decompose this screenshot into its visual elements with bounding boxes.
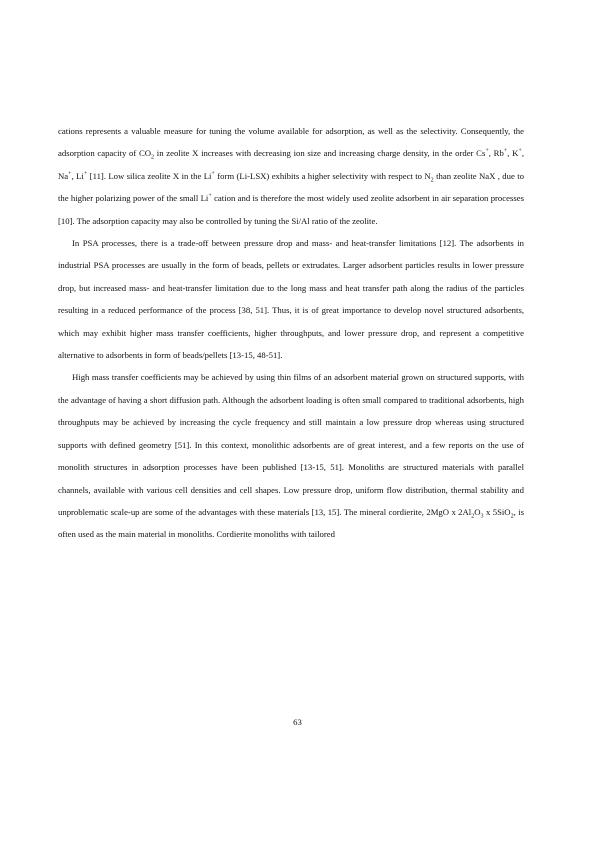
text-run: , Li xyxy=(71,170,84,181)
text-run: , Rb xyxy=(488,148,504,159)
text-run: than zeolite NaX , due to the higher polarizing power of the small Li xyxy=(58,170,524,204)
text-run: O xyxy=(474,506,481,517)
text-run: cation and is therefore the most widely used zeolite adsorbent in air separation processes [10]. The adsorption capacity may also be controlled by tuning the Si/Al ratio of the zeolite. xyxy=(58,193,524,226)
superscript: + xyxy=(68,170,72,177)
paragraph-1 xyxy=(58,120,524,232)
text-run: in zeolite X increases with decreasing ion size and increasing charge density, in the order Cs xyxy=(154,148,486,159)
text-run: cations represents a valuable measure for tuning the volume available for adsorption, as well as the selectivity. Consequently, the adsorption capacity of CO xyxy=(58,126,524,159)
superscript: + xyxy=(211,170,215,177)
superscript: + xyxy=(485,148,489,155)
superscript: + xyxy=(208,193,212,200)
page-number: 63 xyxy=(293,717,302,727)
subscript: 2 xyxy=(471,513,475,520)
text-run: , is often used as the main material in monoliths. Cordierite monoliths with tailored xyxy=(58,506,524,540)
text-run: [11]. Low silica zeolite X in the Li xyxy=(87,170,212,181)
subscript: 2 xyxy=(430,177,434,184)
subscript: 3 xyxy=(480,513,484,520)
paragraph-3 xyxy=(58,366,524,545)
text-run: High mass transfer coefficients may be achieved by using thin films of an adsorbent material grown on structured supports, with the advantage of having a short diffusion path. Although the adsorbent loading is often small compared to traditional adsorbents, high throughputs may be achieved by increasing the cycle frequency and still maintain a low pressure drop whereas using structured supports with defined geometry [51]. In this context, monolithic adsorbents are of great interest, and a few reports on the use of monolith structures in adsorption processes have been published [13-15, 51]. Monoliths are structured materials with parallel channels, available with various cell densities and cell shapes. Low pressure drop, uniform flow distribution, thermal stability and unproblematic scale-up are some of the advantages with these materials [13, 15]. The mineral cordierite, 2MgO x 2Al xyxy=(58,372,524,517)
superscript: + xyxy=(518,148,522,155)
body-text xyxy=(58,120,524,546)
superscript: + xyxy=(83,170,88,177)
paragraph-2 xyxy=(58,232,524,366)
subscript: 2 xyxy=(510,513,514,520)
superscript: + xyxy=(503,148,508,155)
subscript: 2 xyxy=(151,155,155,162)
text-run: x 5SiO xyxy=(483,506,511,517)
text-run: form (Li-LSX) exhibits a higher selectivity with respect to N xyxy=(214,170,431,181)
text-run: In PSA processes, there is a trade-off between pressure drop and mass- and heat-transfer limitations [12]. The adsorbents in industrial PSA processes are usually in the form of beads, pellets or extrudates. Larger adsorbent particles results in lower pressure drop, but increased mass- and heat-transfer limitation due to the long mass and heat transfer path along the radius of the particles resulting in a reduced performance of the process [38, 51]. Thus, it is of great importance to develop novel structured adsorbents, which may exhibit higher mass transfer coefficients, higher throughputs, and lower pressure drop, and represent a competitive alternative to adsorbents in form of beads/pellets [13-15, 48-51]. xyxy=(58,238,524,361)
text-run: , K xyxy=(507,148,519,159)
text-run: , Na xyxy=(58,148,524,181)
